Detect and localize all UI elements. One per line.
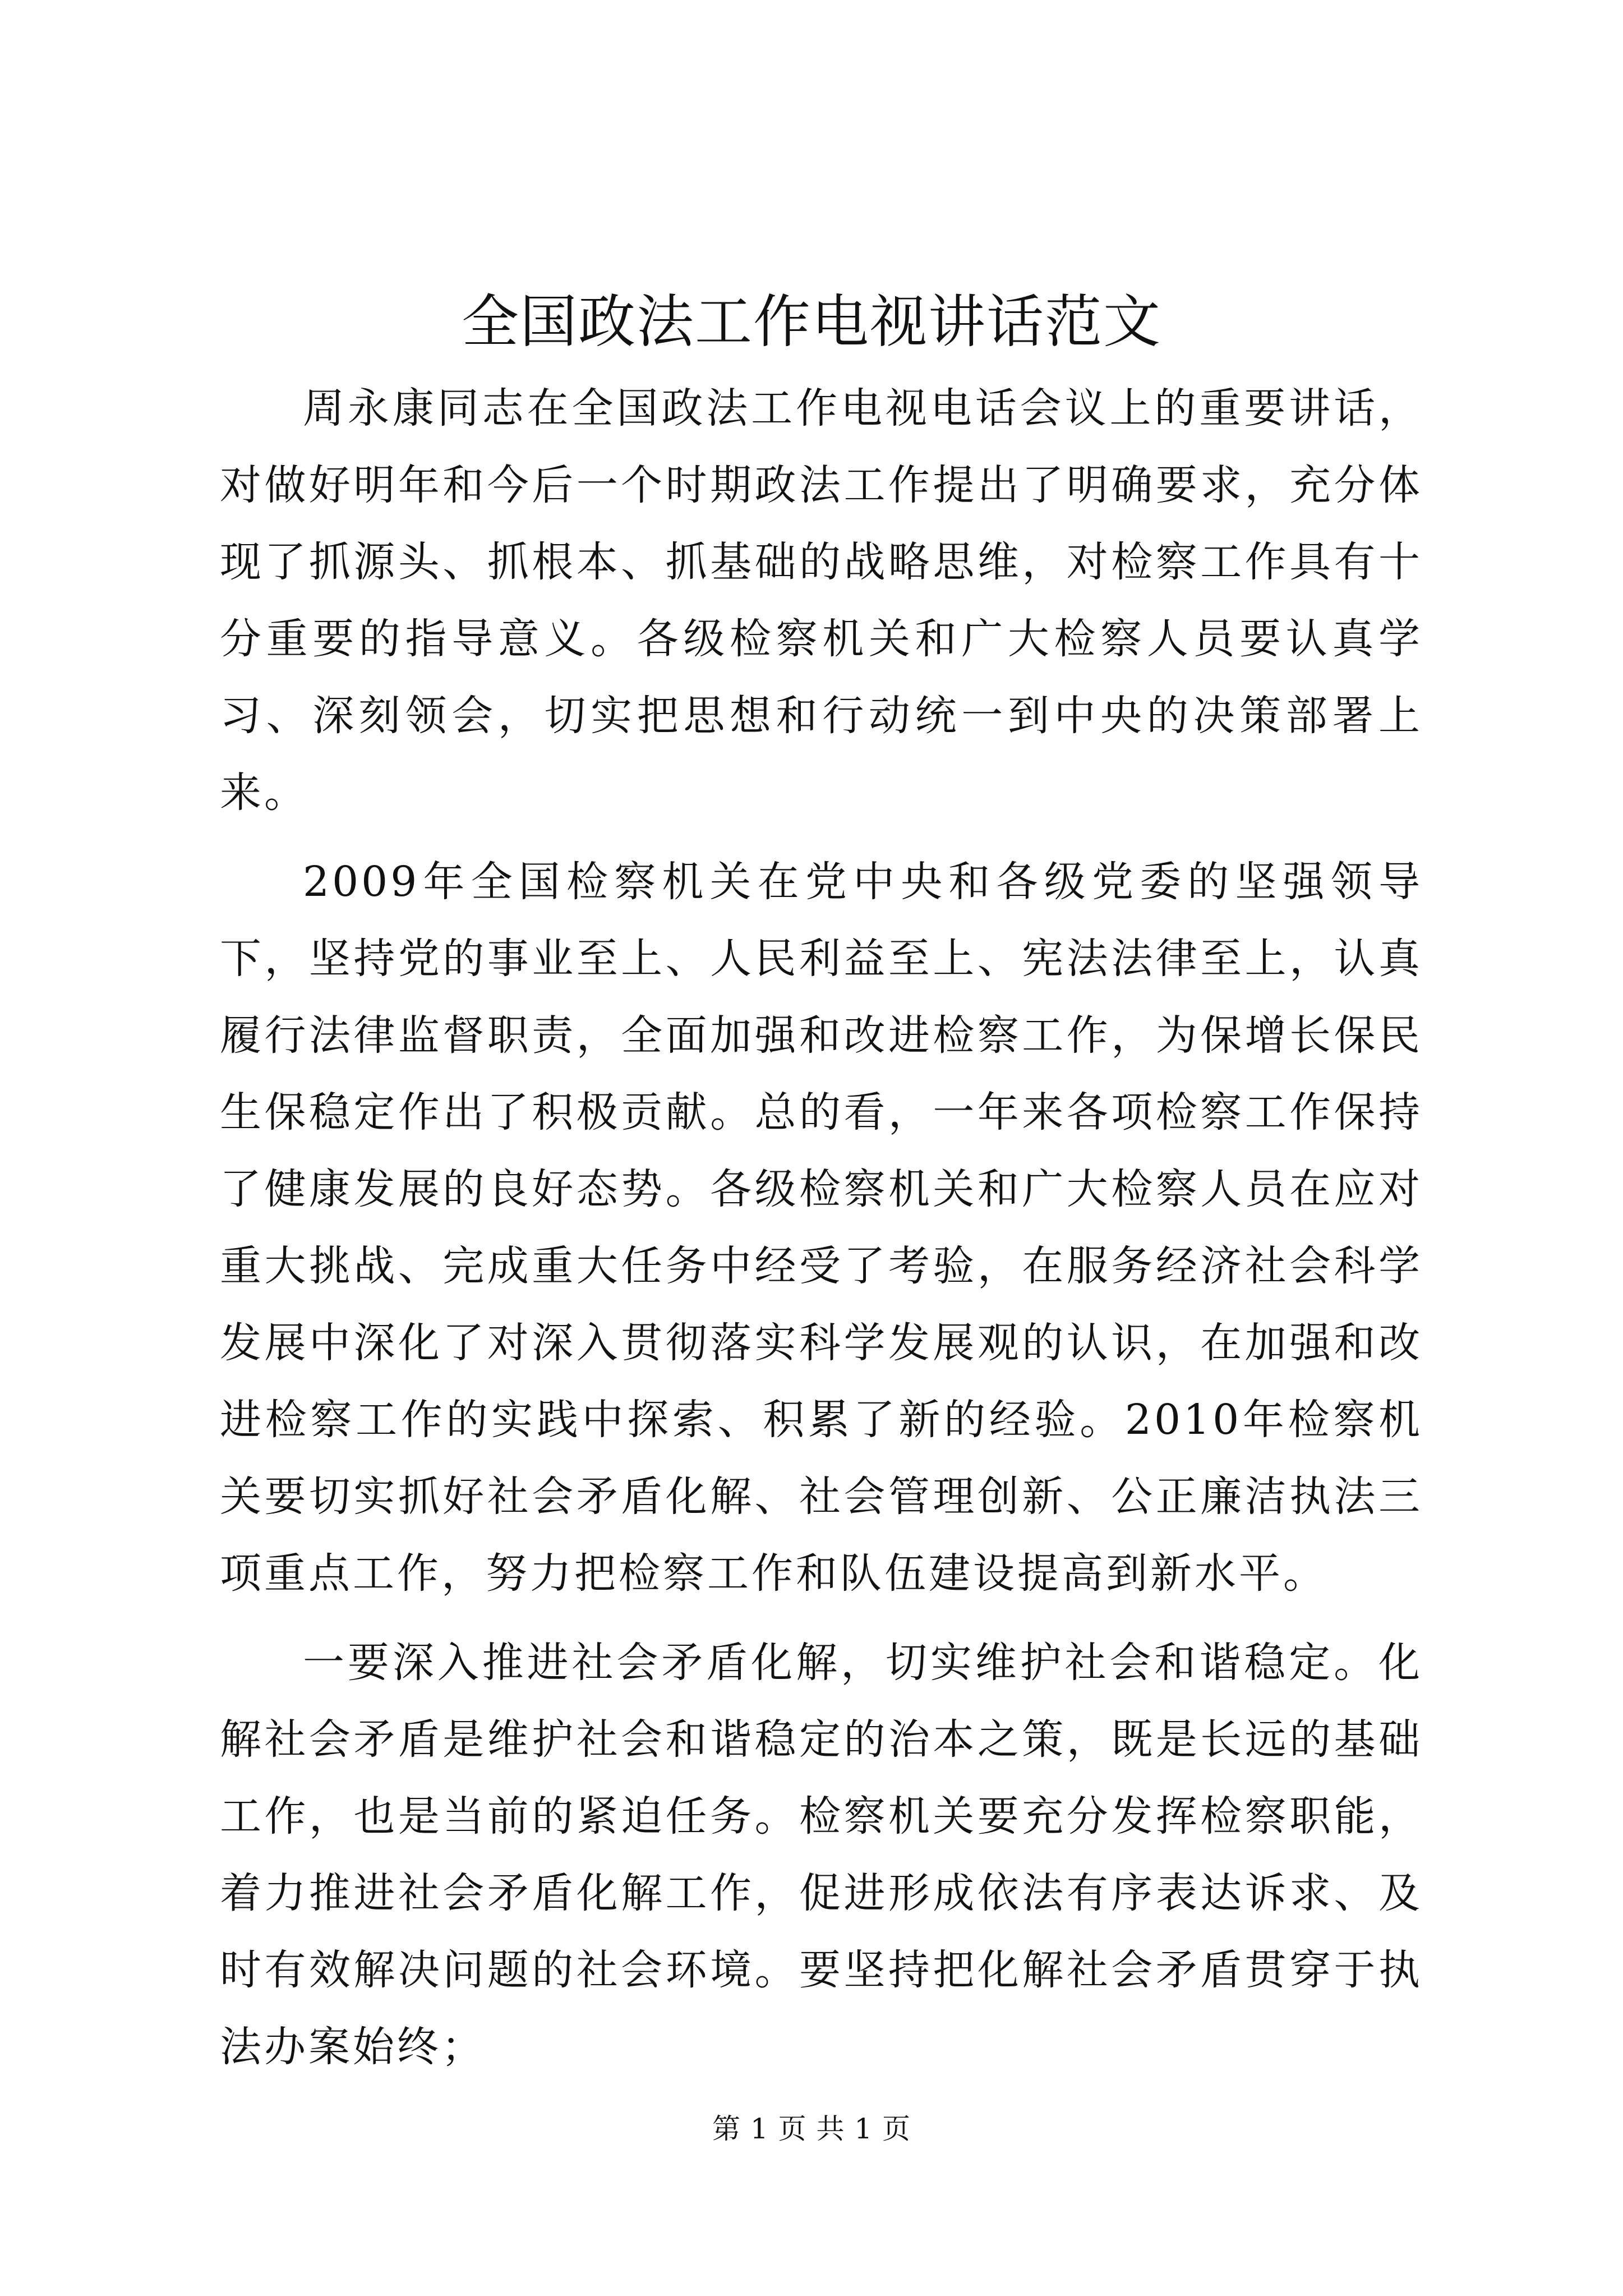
page-footer: 第 1 页 共 1 页 (712, 2113, 911, 2145)
document-body (220, 370, 1423, 2086)
paragraph-1: 周永康同志在全国政法工作电视电话会议上的重要讲话，对做好明年和今后一个时期政法工作提出了明确要求，充分体现了抓源头、抓根本、抓基础的战略思维，对检察工作具有十分重要的指导意义。各级检察机关和广大检察人员要认真学习、深刻领会，切实把思想和行动统一到中央的决策部署上来。 (220, 384, 1423, 817)
paragraph-3: 一要深入推进社会矛盾化解，切实维护社会和谐稳定。化解社会矛盾是维护社会和谐稳定的治本之策，既是长远的基础工作，也是当前的紧迫任务。检察机关要充分发挥检察职能，着力推进社会矛盾化解工作，促进形成依法有序表达诉求、及时有效解决问题的社会环境。要坚持把化解社会矛盾贯穿于执法办案始终； (220, 1639, 1423, 2071)
document-title: 全国政法工作电视讲话范文 (462, 289, 1161, 356)
paragraph-2: 2009年全国检察机关在党中央和各级党委的坚强领导下，坚持党的事业至上、人民利益至上、宪法法律至上，认真履行法律监督职责，全面加强和改进检察工作，为保增长保民生保稳定作出了积极贡献。总的看，一年来各项检察工作保持了健康发展的良好态势。各级检察机关和广大检察人员在应对重大挑战、完成重大任务中经受了考验，在服务经济社会科学发展中深化了对深入贯彻落实科学发展观的认识，在加强和改进检察工作的实践中探索、积累了新的经验。2010年检察机关要切实抓好社会矛盾化解、社会管理创新、公正廉洁执法三项重点工作，努力把检察工作和队伍建设提高到新水平。 (220, 858, 1423, 1598)
